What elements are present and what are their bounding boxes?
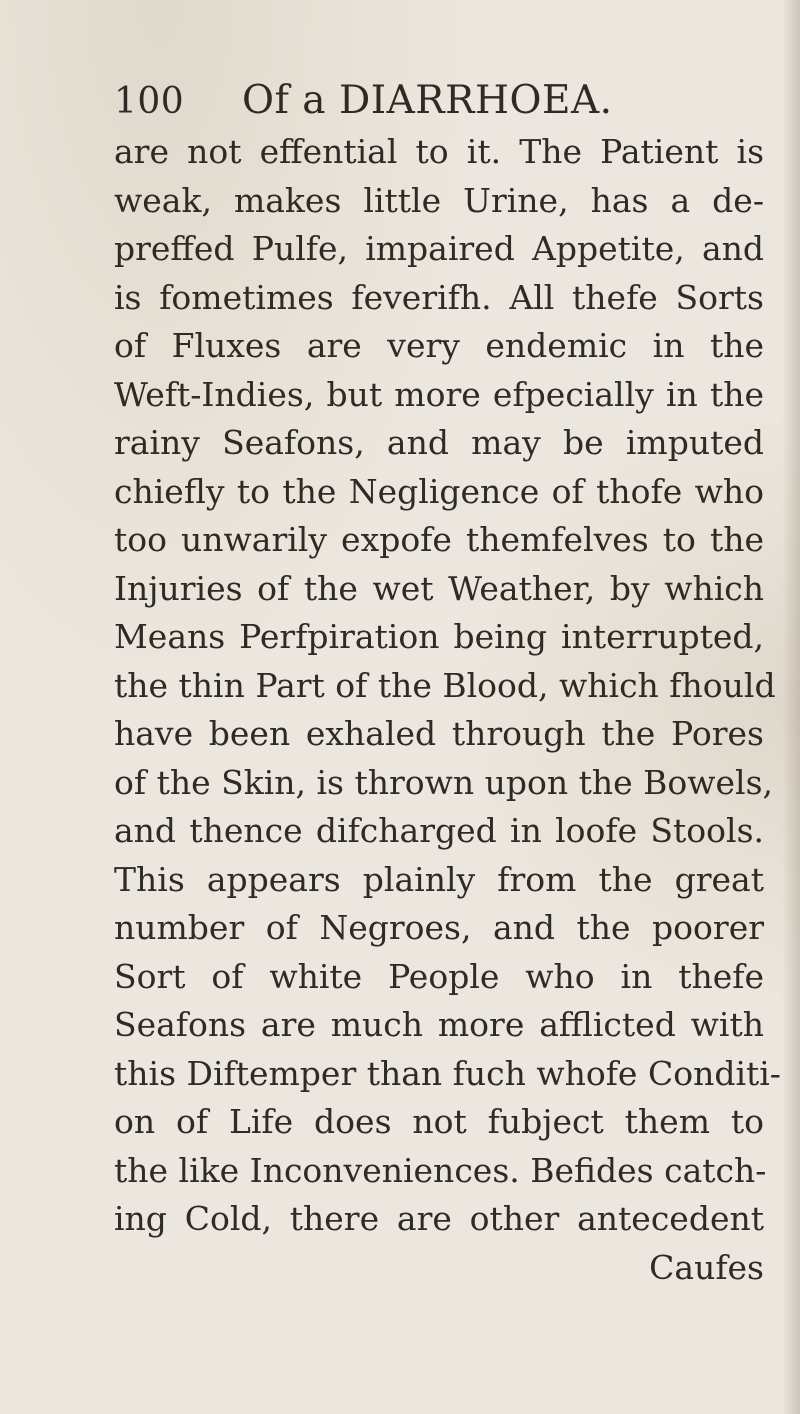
text-line: chiefly to the Negligence of thofe who [114, 471, 764, 511]
running-head [114, 74, 774, 128]
text-line: is fometimes feverifh. All thefe Sorts [114, 277, 764, 317]
text-line: the like Inconveniences. Befides catch- [114, 1150, 767, 1190]
text-line: This appears plainly from the great [114, 859, 764, 899]
text-line: of the Skin, is thrown upon the Bowels, [114, 762, 774, 802]
text-line: of Fluxes are very endemic in the [114, 326, 764, 365]
text-line: number of Negroes, and the poorer [114, 908, 764, 947]
text-line: ing Cold, there are other antecedent [114, 1199, 764, 1238]
catchword: Caufes [649, 1247, 764, 1287]
text-line: Weft-Indies, but more efpecially in the [114, 374, 764, 414]
text-line: rainy Seafons, and may be imputed [114, 423, 764, 462]
text-line: the thin Part of the Blood, which fhould [114, 665, 776, 705]
text-line: too unwarily expofe themfelves to the [114, 520, 764, 559]
running-title: Of a DIARRHOEA. [242, 78, 613, 123]
text-line: Seafons are much more afflicted with [114, 1005, 764, 1044]
text-line: are not effential to it. The Patient is [114, 132, 764, 171]
text-line: Sort of white People who in thefe [114, 956, 764, 996]
text-line: on of Life does not fubject them to [114, 1102, 764, 1141]
text-line: have been exhaled through the Pores [114, 714, 764, 753]
body-text [114, 128, 781, 1292]
text-line: weak, makes little Urine, has a de- [114, 180, 764, 220]
text-line: preffed Pulfe, impaired Appetite, and [114, 229, 764, 268]
text-line: Means Perfpiration being interrupted, [114, 617, 764, 656]
text-line: Injuries of the wet Weather, by which [114, 568, 764, 608]
text-line: this Diftemper than fuch whofe Conditi- [114, 1053, 781, 1093]
text-line: and thence difcharged in loofe Stools. [114, 811, 764, 850]
page-number: 100 [114, 81, 185, 122]
